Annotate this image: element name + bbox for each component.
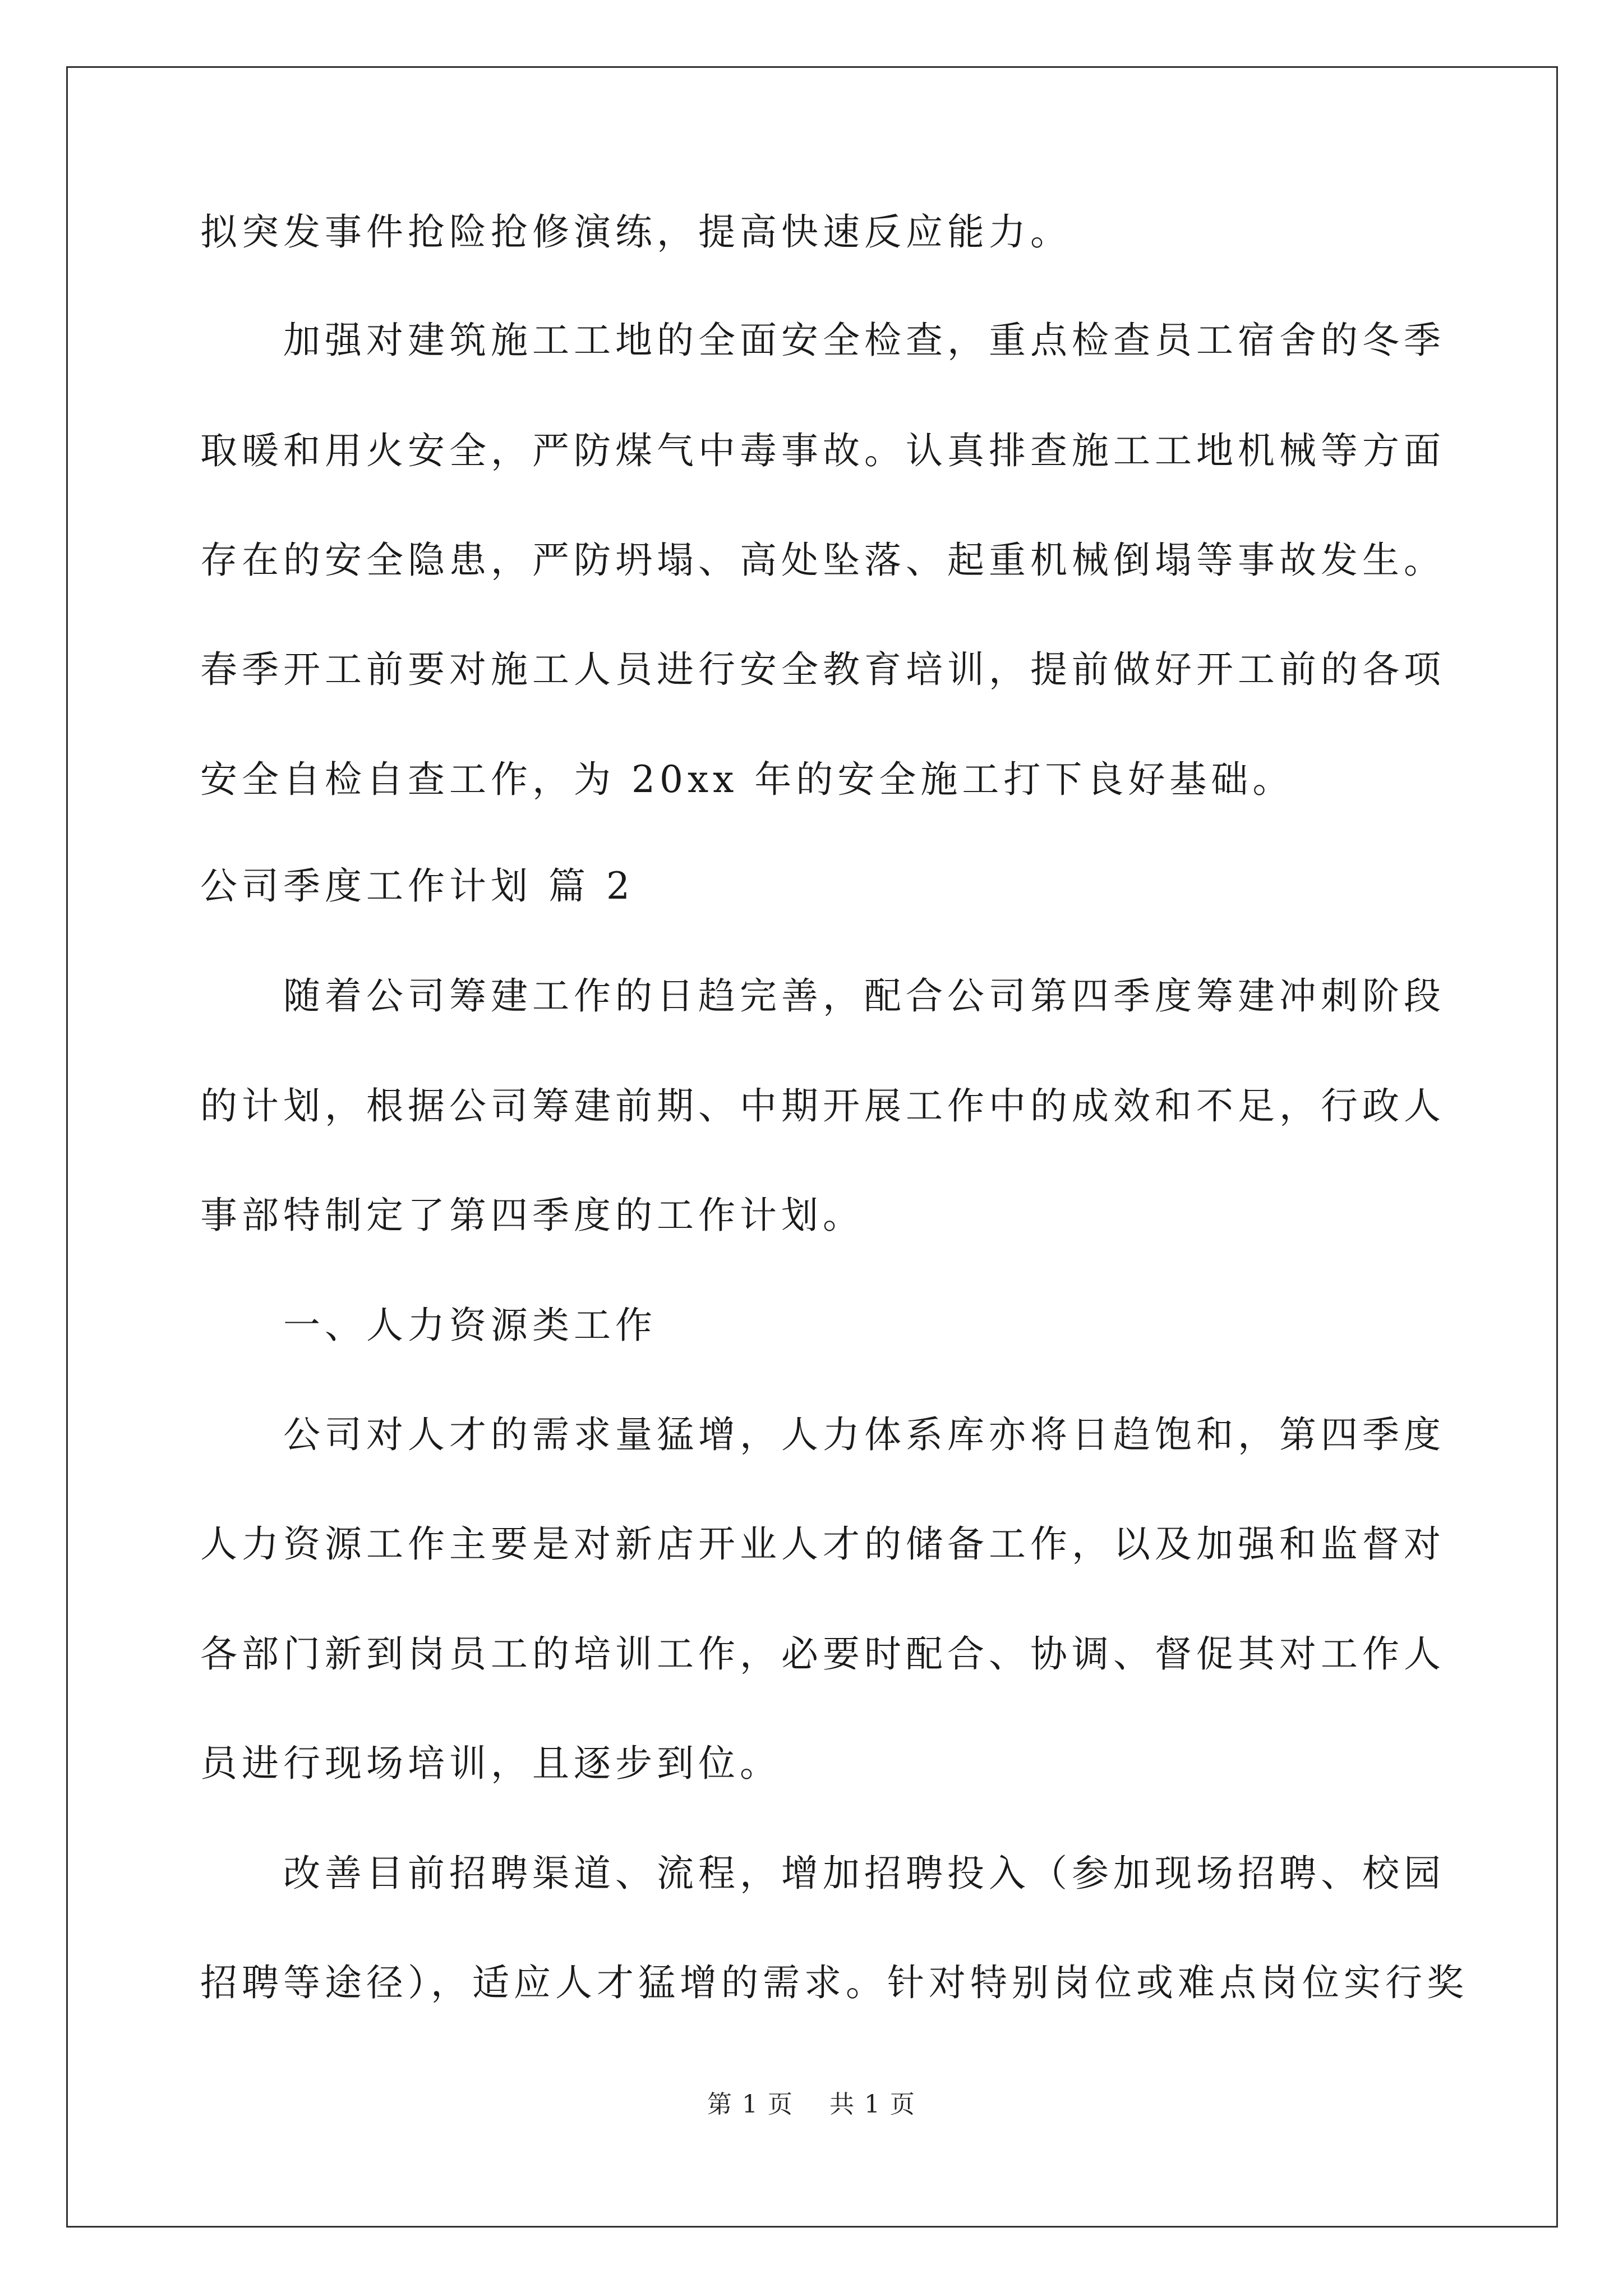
body-line: 加强对建筑施工工地的全面安全检查，重点检查员工宿舍的冬季: [283, 319, 1445, 362]
body-line: 各部门新到岗员工的培训工作，必要时配合、协调、督促其对工作人: [200, 1632, 1445, 1676]
body-line: 事部特制定了第四季度的工作计划。: [200, 1194, 864, 1237]
body-line: 公司对人才的需求量猛增，人力体系库亦将日趋饱和，第四季度: [283, 1413, 1445, 1456]
body-line: 员进行现场培训，且逐步到位。: [200, 1742, 781, 1785]
body-line: 安全自检自查工作，为 20xx 年的安全施工打下良好基础。: [200, 758, 1294, 801]
page-number: 第 1 页: [707, 2090, 794, 2119]
subsection-heading: 一、人力资源类工作: [283, 1304, 657, 1347]
body-line: 取暖和用火安全，严防煤气中毒事故。认真排查施工工地机械等方面: [200, 429, 1445, 472]
body-line: 春季开工前要对施工人员进行安全教育培训，提前做好开工前的各项: [200, 648, 1445, 691]
body-line: 招聘等途径），适应人才猛增的需求。针对特别岗位或难点岗位实行奖: [200, 1961, 1468, 2004]
body-line: 人力资源工作主要是对新店开业人才的储备工作，以及加强和监督对: [200, 1522, 1445, 1566]
body-line: 拟突发事件抢险抢修演练，提高快速反应能力。: [200, 210, 1072, 254]
body-line: 随着公司筹建工作的日趋完善，配合公司第四季度筹建冲刺阶段: [283, 974, 1445, 1018]
page-footer: [0, 2088, 1623, 2122]
section-heading: 公司季度工作计划 篇 2: [200, 864, 634, 908]
page-border: [66, 66, 1558, 2228]
body-line: 的计划，根据公司筹建前期、中期开展工作中的成效和不足，行政人: [200, 1084, 1445, 1128]
body-line: 改善目前招聘渠道、流程，增加招聘投入（参加现场招聘、校园: [283, 1852, 1445, 1895]
body-line: 存在的安全隐患，严防坍塌、高处坠落、起重机械倒塌等事故发生。: [200, 539, 1445, 582]
page-total: 共 1 页: [829, 2090, 916, 2119]
